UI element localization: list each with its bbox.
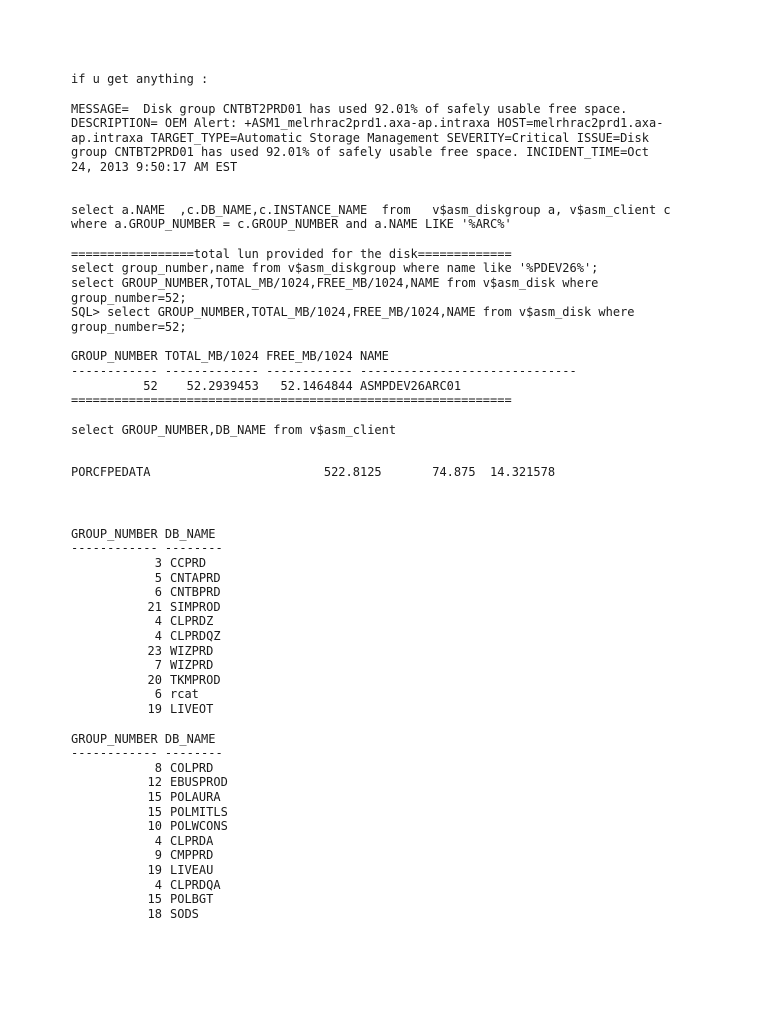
db-name-cell: CLPRDQA <box>170 877 221 892</box>
table-row <box>71 892 228 907</box>
group-number-cell: 3 <box>154 556 162 571</box>
db-name-cell: CLPRDA <box>170 833 214 848</box>
db-name-cell: SODS <box>170 906 199 921</box>
group-number-cell: 23 <box>147 643 162 658</box>
table-row <box>71 687 221 702</box>
group-number-cell: 21 <box>147 599 162 614</box>
table-row <box>71 585 221 600</box>
group-number-cell: 12 <box>147 775 162 790</box>
group-number-cell: 4 <box>154 629 162 644</box>
table-row <box>71 863 228 878</box>
alert-line: DESCRIPTION= OEM Alert: +ASM1_melrhrac2prd1.axa-ap.intraxa HOST=melrhrac2prd1.axa- <box>71 116 664 131</box>
table-row <box>71 673 221 688</box>
group-number-cell: 19 <box>147 862 162 877</box>
group-number-cell: 19 <box>147 702 162 716</box>
query-line: select a.NAME ,c.DB_NAME,c.INSTANCE_NAME from v$asm_diskgroup a, v$asm_client c <box>71 202 671 217</box>
lun-line: select group_number,name from v$asm_diskgroup where name like '%PDEV26%'; <box>71 261 599 276</box>
alert-line: group CNTBT2PRD01 has used 92.01% of safely usable free space. INCIDENT_TIME=Oct <box>71 145 649 160</box>
table-row <box>71 907 228 922</box>
db-name-cell: CCPRD <box>170 556 207 571</box>
alert-line: ap.intraxa TARGET_TYPE=Automatic Storage Management SEVERITY=Critical ISSUE=Disk <box>71 130 649 145</box>
table-row <box>71 571 221 586</box>
disk-result-footer: ============================================================= <box>71 393 512 408</box>
group-number-cell: 7 <box>154 658 162 673</box>
table-row <box>71 761 228 776</box>
client-query: select GROUP_NUMBER,DB_NAME from v$asm_client <box>71 422 397 437</box>
lun-line: group_number=52; <box>71 290 187 305</box>
db-name-cell: CNTAPRD <box>170 570 221 585</box>
diskgroup-client-query <box>71 203 711 232</box>
client-table-1 <box>71 527 711 717</box>
db-name-cell: LIVEOT <box>170 702 214 716</box>
table-row <box>71 790 228 805</box>
table-row <box>71 658 221 673</box>
group-number-cell: 20 <box>147 672 162 687</box>
table-row <box>71 775 228 790</box>
lun-line: group_number=52; <box>71 319 187 334</box>
table-row <box>71 878 228 893</box>
group-number-cell: 5 <box>154 570 162 585</box>
alert-message-block <box>71 102 711 175</box>
group-number-cell: 15 <box>147 892 162 907</box>
db-name-cell: rcat <box>170 687 199 702</box>
group-number-cell: 4 <box>154 614 162 629</box>
alert-line: 24, 2013 9:50:17 AM EST <box>71 159 238 174</box>
group-number-cell: 18 <box>147 906 162 921</box>
db-name-cell: POLAURA <box>170 789 221 804</box>
group-number-cell: 15 <box>147 804 162 819</box>
lun-section <box>71 247 711 335</box>
query-line: where a.GROUP_NUMBER = c.GROUP_NUMBER and a.NAME LIKE '%ARC%' <box>71 217 512 232</box>
disk-result-block <box>71 349 711 407</box>
db-name-cell: CMPPRD <box>170 848 214 863</box>
table-row <box>71 702 221 717</box>
table-body <box>71 556 221 717</box>
db-name-cell: EBUSPROD <box>170 775 228 790</box>
db-name-cell: CLPRDZ <box>170 614 214 629</box>
alert-line: MESSAGE= Disk group CNTBT2PRD01 has used 92.01% of safely usable free space. <box>71 101 628 116</box>
db-name-cell: POLWCONS <box>170 819 228 834</box>
group-number-cell: 8 <box>154 760 162 775</box>
table-row <box>71 819 228 834</box>
lun-line: =================total lun provided for the disk============= <box>71 246 512 261</box>
group-number-cell: 6 <box>154 687 162 702</box>
table-row <box>71 834 228 849</box>
table-row <box>71 600 221 615</box>
group-number-cell: 4 <box>154 877 162 892</box>
porc-data-line: PORCFPEDATA 522.8125 74.875 14.321578 <box>71 465 556 480</box>
table-row <box>71 629 221 644</box>
db-name-cell: POLMITLS <box>170 804 228 819</box>
client-table-2 <box>71 732 711 922</box>
db-name-cell: TKMPROD <box>170 672 221 687</box>
disk-result-row: 52 52.2939453 52.1464844 ASMPDEV26ARC01 <box>71 378 462 393</box>
db-name-cell: LIVEAU <box>170 862 214 877</box>
table-separator: ------------ -------- <box>71 541 223 556</box>
table-separator: ------------ -------- <box>71 746 223 761</box>
db-name-cell: POLBGT <box>170 892 214 907</box>
table-row <box>71 614 221 629</box>
group-number-cell: 6 <box>154 585 162 600</box>
db-name-cell: SIMPROD <box>170 599 221 614</box>
table-row <box>71 805 228 820</box>
table-row <box>71 848 228 863</box>
group-number-cell: 4 <box>154 833 162 848</box>
group-number-cell: 9 <box>154 848 162 863</box>
group-number-cell: 10 <box>147 819 162 834</box>
table-row <box>71 644 221 659</box>
db-name-cell: CNTBPRD <box>170 585 221 600</box>
lun-line: SQL> select GROUP_NUMBER,TOTAL_MB/1024,FREE_MB/1024,NAME from v$asm_disk where <box>71 305 635 320</box>
db-name-cell: COLPRD <box>170 760 214 775</box>
document-page <box>71 72 711 921</box>
table-body <box>71 761 228 922</box>
lun-line: select GROUP_NUMBER,TOTAL_MB/1024,FREE_MB/1024,NAME from v$asm_disk where <box>71 275 599 290</box>
disk-result-header: GROUP_NUMBER TOTAL_MB/1024 FREE_MB/1024 NAME <box>71 349 389 364</box>
db-name-cell: WIZPRD <box>170 658 214 673</box>
table-header: GROUP_NUMBER DB_NAME <box>71 526 216 541</box>
disk-result-separator: ------------ ------------- ------------ ------------------------------ <box>71 363 577 378</box>
intro-text: if u get anything : <box>71 72 209 86</box>
db-name-cell: WIZPRD <box>170 643 214 658</box>
table-row <box>71 556 221 571</box>
table-header: GROUP_NUMBER DB_NAME <box>71 731 216 746</box>
db-name-cell: CLPRDQZ <box>170 629 221 644</box>
group-number-cell: 15 <box>147 789 162 804</box>
